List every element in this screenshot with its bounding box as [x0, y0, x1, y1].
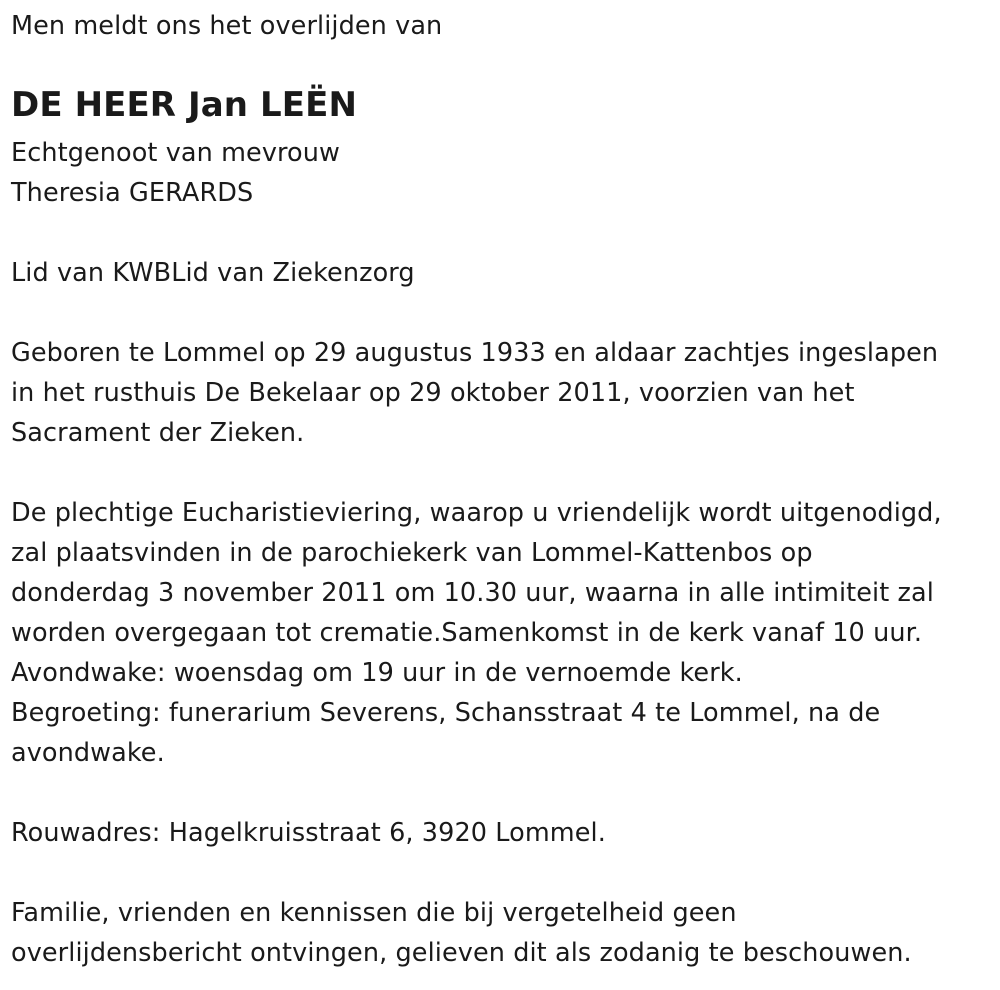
wake-line: Avondwake: woensdag om 19 uur in de vernoemde kerk. [11, 658, 743, 688]
family-note-paragraph [11, 893, 912, 973]
paragraph-line: Familie, vrienden en kennissen die bij vergetelheid geen [11, 898, 737, 928]
memberships-block [11, 253, 415, 293]
intro-text: Men meldt ons het overlijden van [11, 11, 443, 41]
paragraph-line: avondwake. [11, 738, 165, 768]
paragraph-line: worden overgegaan tot crematie.Samenkomst in de kerk vanaf 10 uur. [11, 618, 923, 648]
mourning-address: Rouwadres: Hagelkruisstraat 6, 3920 Lommel. [11, 818, 606, 848]
birth-death-paragraph [11, 333, 938, 453]
spouse-block [11, 133, 340, 213]
memberships-text: Lid van KWBLid van Ziekenzorg [11, 258, 415, 288]
paragraph-line: donderdag 3 november 2011 om 10.30 uur, waarna in alle intimiteit zal [11, 578, 934, 608]
paragraph-line: in het rusthuis De Bekelaar op 29 oktober 2011, voorzien van het [11, 378, 855, 408]
spouse-name: Theresia GERARDS [11, 178, 254, 208]
paragraph-line: zal plaatsvinden in de parochiekerk van Lommel-Kattenbos op [11, 538, 813, 568]
service-paragraph [11, 493, 942, 773]
paragraph-line: Geboren te Lommel op 29 augustus 1933 en aldaar zachtjes ingeslapen [11, 338, 939, 368]
deceased-name: DE HEER Jan LEËN [11, 85, 358, 125]
visitation-line: Begroeting: funerarium Severens, Schansstraat 4 te Lommel, na de [11, 698, 881, 728]
paragraph-line: Sacrament der Zieken. [11, 418, 305, 448]
paragraph-line: De plechtige Eucharistieviering, waarop u vriendelijk wordt uitgenodigd, [11, 498, 942, 528]
paragraph-line: overlijdensbericht ontvingen, gelieven dit als zodanig te beschouwen. [11, 938, 912, 968]
mourning-address-block [11, 813, 606, 853]
spouse-line: Echtgenoot van mevrouw [11, 138, 340, 168]
